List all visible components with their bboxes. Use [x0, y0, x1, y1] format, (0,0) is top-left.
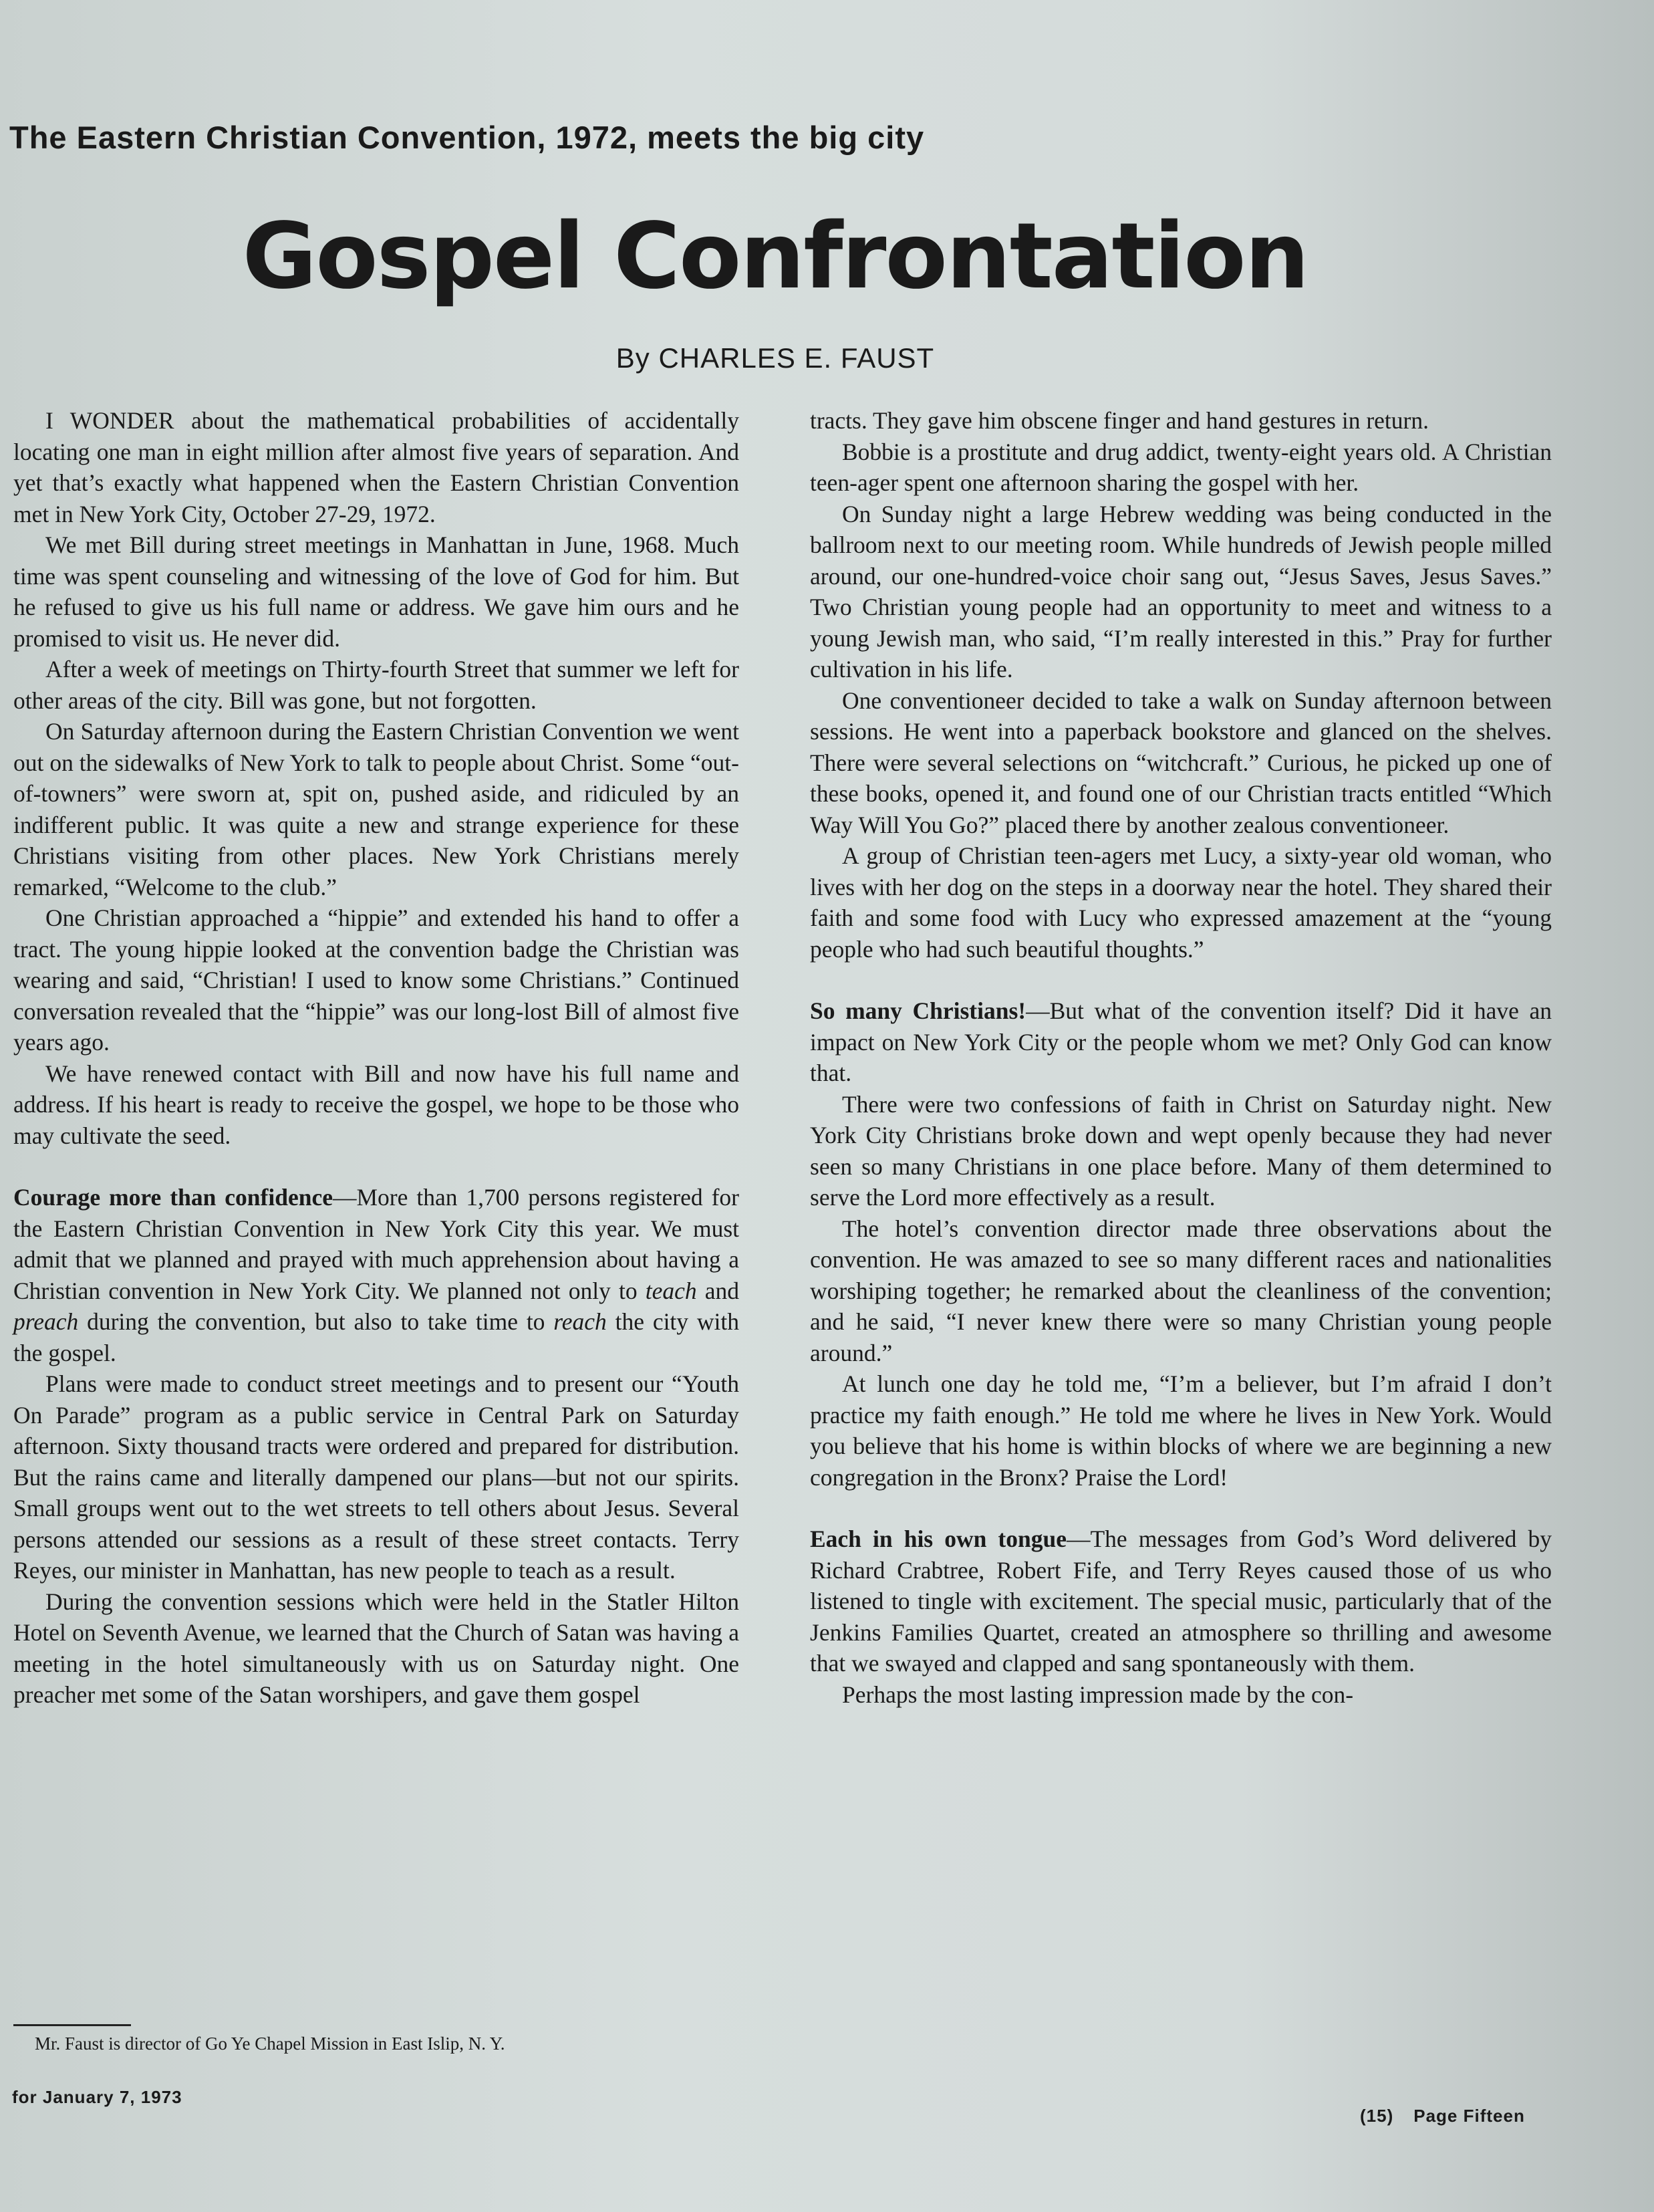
- paragraph: One conventioneer decided to take a walk on Sunday afternoon between sessions. He went into a paperback bookstore and glanced on the shelves. There were several selections on “witchcraft.” Curious, he picked up one of these books, opened it, and found one of our Christian tracts entitled “Which Way Will You Go?” placed there by another zealous conventioneer.: [810, 687, 1552, 838]
- paragraph: There were two confessions of faith in Christ on Saturday night. New York City Christians broke down and wept openly because they had never seen so many Christians in one place before. Many of them determined to serve the Lord more effectively as a result.: [810, 1090, 1552, 1211]
- subhead-courage: Courage more than confidence: [13, 1184, 333, 1211]
- footnote: Mr. Faust is director of Go Ye Chapel Mission in East Islip, N. Y.: [35, 2034, 505, 2054]
- paragraph: Perhaps the most lasting impression made by the con-: [842, 1681, 1354, 1708]
- paragraph: Plans were made to conduct street meetings and to present our “Youth On Parade” program as a public service in Central Park on Saturday afternoon. Sixty thousand tracts were ordered and prepared for distribution. But the rains came and literally dampened our plans—but not our spirits. Small groups went out to the wet streets to tell others about Jesus. Several persons attended our sessions as a result of these street contacts. Terry Reyes, our minister in Manhattan, has new people to teach as a result.: [13, 1370, 739, 1584]
- paragraph-continued: tracts. They gave him obscene finger and hand gestures in return.: [810, 407, 1429, 434]
- paragraph: A group of Christian teen-agers met Lucy, a sixty-year old woman, who lives with her dog on the steps in a doorway near the hotel. They shared their faith and some food with Lucy who expressed amazement at the “young people who had such beautiful thoughts.”: [810, 842, 1552, 963]
- section-paragraph: Each in his own tongue—The messages from God’s Word delivered by Richard Crabtree, Robert Fife, and Terry Reyes caused those of us who listened to tingle with excitement. The special music, particularly that of the Jenkins Families Quartet, created an atmosphere so thrilling and awesome that we swayed and clapped and sang spontaneously with them.: [810, 1525, 1552, 1677]
- paragraph: On Sunday night a large Hebrew wedding was being conducted in the ballroom next to our meeting room. While hundreds of Jewish people milled around, our one-hundred-voice choir sang out, “Jesus Saves, Jesus Saves.” Two Christian young people had an opportunity to meet and witness to a young Jewish man, who said, “I’m really interested in this.” Pray for further cultivation in his life.: [810, 500, 1552, 683]
- page-label: Page Fifteen: [1413, 2106, 1525, 2126]
- section-paragraph: So many Christians!—But what of the convention itself? Did it have an impact on New York City or the people whom we met? Only God can know that.: [810, 997, 1552, 1086]
- right-column: [810, 405, 1552, 1710]
- paragraph: At lunch one day he told me, “I’m a believer, but I’m afraid I don’t practice my faith enough.” He told me where he lives in New York. Would you believe that his home is within blocks of where we are beginning a new congregation in the Bronx? Praise the Lord!: [810, 1370, 1552, 1491]
- paragraph: The hotel’s convention director made three observations about the convention. He was amazed to see so many different races and nationalities worshiping together; he remarked about the cleanliness of the convention; and he said, “I never knew there were so many Christian young people around.”: [810, 1215, 1552, 1366]
- issue-date: for January 7, 1973: [12, 2087, 182, 2107]
- subhead-so-many-christians: So many Christians!: [810, 997, 1026, 1024]
- headline: Gospel Confrontation: [242, 204, 1308, 310]
- paragraph: After a week of meetings on Thirty-fourth Street that summer we left for other areas of the city. Bill was gone, but not forgotten.: [13, 656, 739, 714]
- paragraph: We met Bill during street meetings in Manhattan in June, 1968. Much time was spent counseling and witnessing of the love of God for him. But he refused to give us his full name or address. We gave him ours and he promised to visit us. He never did.: [13, 531, 739, 652]
- paragraph: During the convention sessions which were held in the Statler Hilton Hotel on Seventh Avenue, we learned that the Church of Satan was having a meeting in the hotel simultaneously with us on Saturday night. One preacher met some of the Satan worshipers, and gave them gospel: [13, 1588, 739, 1708]
- kicker-line: The Eastern Christian Convention, 1972, meets the big city: [9, 120, 925, 155]
- page-number: (15): [1360, 2106, 1394, 2126]
- paragraph: One Christian approached a “hippie” and extended his hand to offer a tract. The young hippie looked at the convention badge the Christian was wearing and said, “Christian! I used to know some Christians.” Continued conversation revealed that the “hippie” was our long-lost Bill of almost five years ago.: [13, 904, 739, 1056]
- paragraph: I WONDER about the mathematical probabilities of accidentally locating one man in eight million after almost five years of separation. And yet that’s exactly what happened when the Eastern Christian Convention met in New York City, October 27-29, 1972.: [13, 407, 739, 527]
- paragraph: We have renewed contact with Bill and now have his full name and address. If his heart is ready to receive the gospel, we hope to be those who may cultivate the seed.: [13, 1060, 739, 1149]
- paragraph: On Saturday afternoon during the Eastern Christian Convention we went out on the sidewalks of New York to talk to people about Christ. Some “out-of-towners” were sworn at, spit on, pushed aside, and ridiculed by an indifferent public. It was quite a new and strange experience for these Christians visiting from other places. New York Christians merely remarked, “Welcome to the club.”: [13, 718, 739, 900]
- byline: By CHARLES E. FAUST: [615, 342, 935, 374]
- section-paragraph: Courage more than confidence—More than 1,700 persons registered for the Eastern Christian Convention in New York City this year. We must admit that we planned and prayed with much apprehension about having a Christian convention in New York City. We planned not only to teach and preach during the convention, but also to take time to reach the city with the gospel.: [13, 1184, 739, 1366]
- page-footer: [1360, 2106, 1525, 2126]
- left-column: [13, 405, 739, 1711]
- footnote-rule: [13, 2024, 131, 2026]
- paragraph: Bobbie is a prostitute and drug addict, twenty-eight years old. A Christian teen-ager spent one afternoon sharing the gospel with her.: [810, 438, 1552, 496]
- subhead-each-in-his-own-tongue: Each in his own tongue: [810, 1525, 1067, 1552]
